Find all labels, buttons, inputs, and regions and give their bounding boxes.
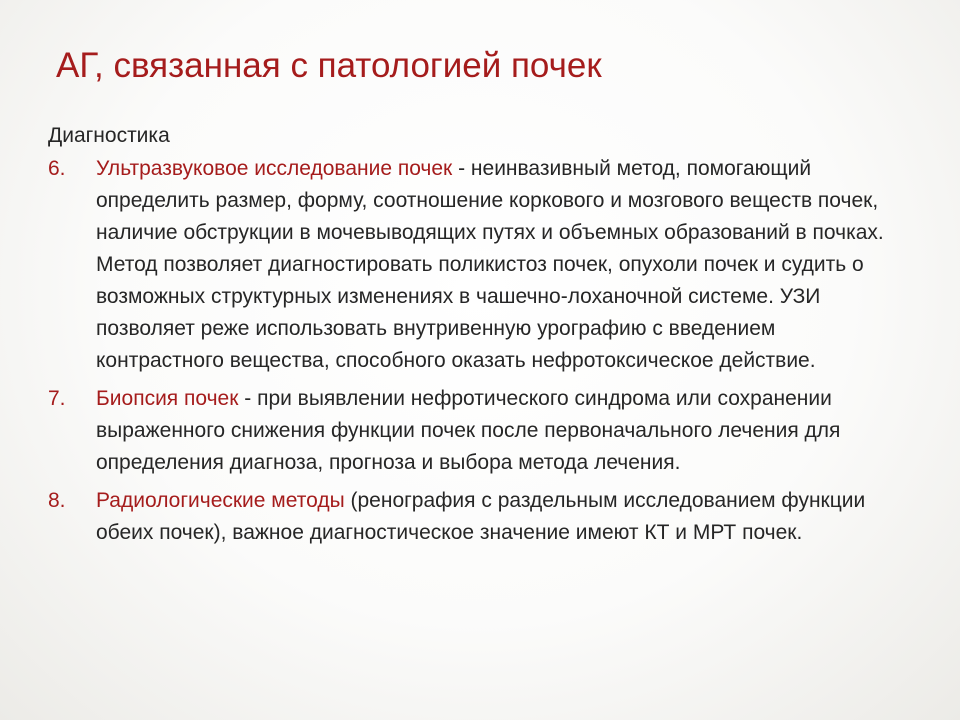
list-item-7 bbox=[48, 383, 908, 479]
list-item-text: - при выявлении нефротического синдрома или сохранении выраженного снижения функции почек после первоначального лечения для определения диагноза, прогноза и выбора метода лечения. bbox=[96, 387, 841, 474]
list-item-text: (ренография с раздельным исследованием функции обеих почек), важное диагностическое значение имеют КТ и МРТ почек. bbox=[96, 489, 866, 544]
list-item-body bbox=[96, 153, 908, 377]
slide-title: АГ, связанная с патологией почек bbox=[56, 46, 602, 85]
list-item-text: - неинвазивный метод, помогающий определить размер, форму, соотношение коркового и мозгового веществ почек, наличие обструкции в мочевыводящих путях и объемных образований в почках. Метод позволяет диагностировать поликистоз почек, опухоли почек и судить о возможных структурных изменениях в чашечно-лоханочной системе. УЗИ позволяет реже использовать внутривенную урографию с введением контрастного вещества, способного оказать нефротоксическое действие. bbox=[96, 157, 884, 372]
list-item-number: 6. bbox=[48, 157, 66, 180]
section-label: Диагностика bbox=[48, 124, 170, 147]
list-item-number: 7. bbox=[48, 387, 66, 410]
list-item-body bbox=[96, 485, 908, 549]
list-item-8 bbox=[48, 485, 908, 549]
list-item-body bbox=[96, 383, 908, 479]
list-item-number: 8. bbox=[48, 489, 66, 512]
list-item-term: Ультразвуковое исследование почек bbox=[96, 157, 453, 180]
list-item-6 bbox=[48, 153, 908, 377]
slide-content bbox=[48, 120, 908, 549]
list-item-term: Биопсия почек bbox=[96, 387, 239, 410]
list-item-term: Радиологические методы bbox=[96, 489, 345, 512]
